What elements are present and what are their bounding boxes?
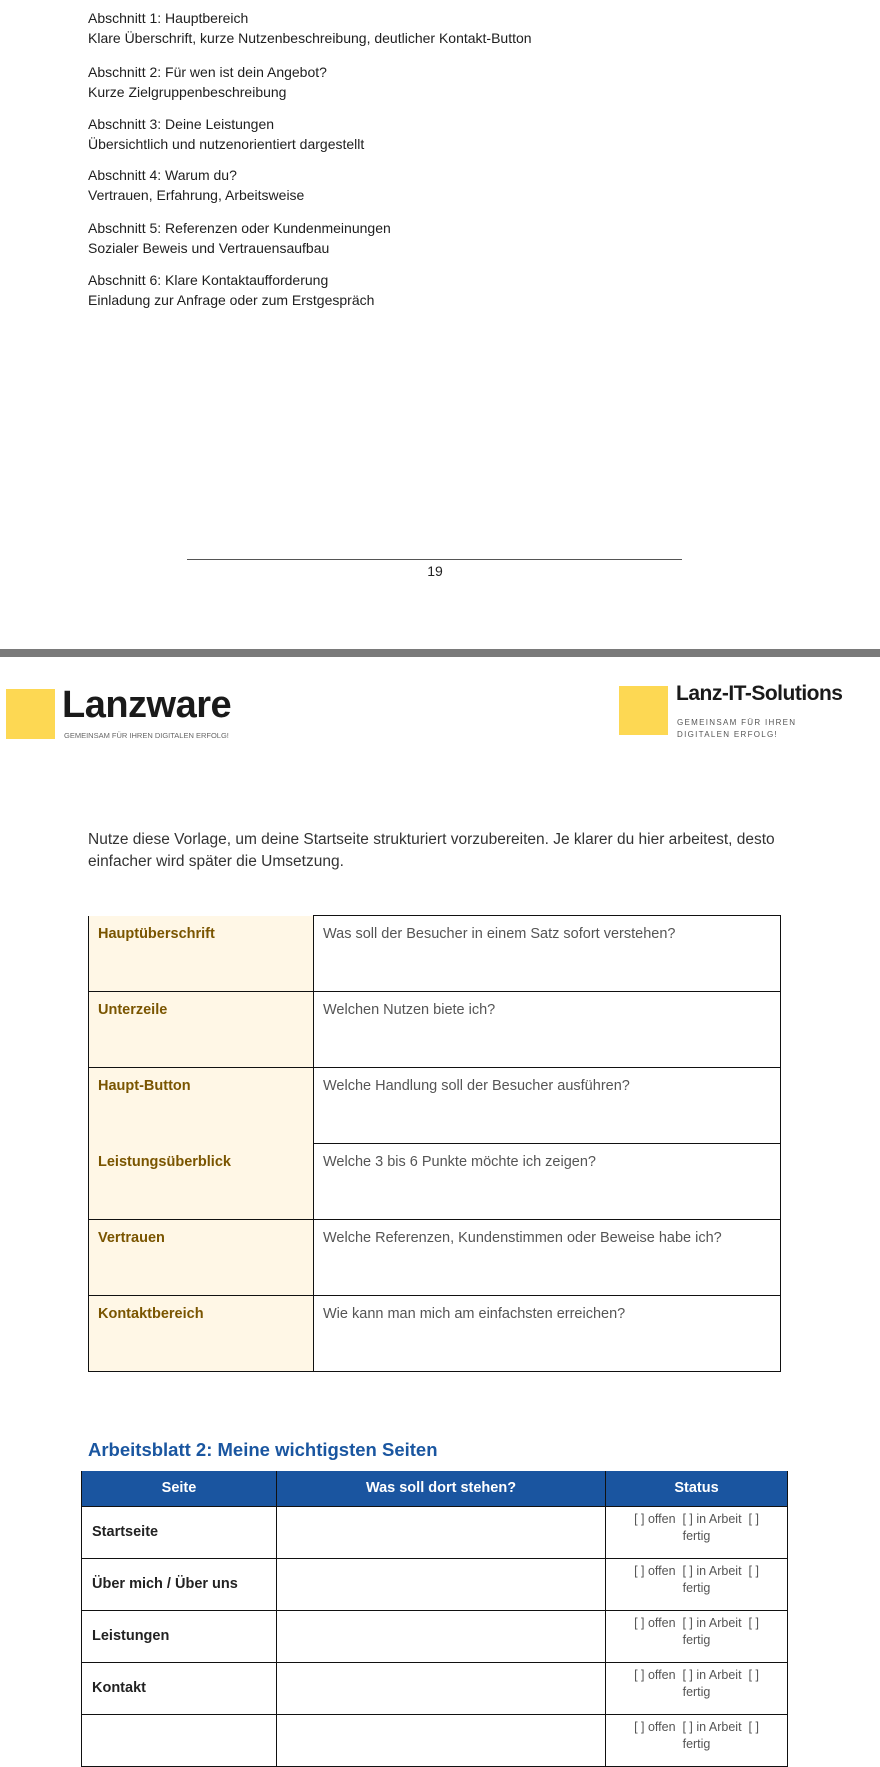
row-question[interactable]: Welche Handlung soll der Besucher ausführen? [314,1068,781,1144]
logo-square-icon [619,686,668,735]
status-option-fertig[interactable]: fertig [682,1528,711,1543]
row-question[interactable]: Was soll der Besucher in einem Satz sofort verstehen? [314,916,781,992]
page-separator [0,649,880,657]
section-description: Übersichtlich und nutzenorientiert dargestellt [88,136,365,152]
page-name: Über mich / Über uns [82,1558,277,1610]
row-question[interactable]: Wie kann man mich am einfachsten erreichen? [314,1296,781,1372]
table-row [82,1610,788,1662]
table-row [82,1558,788,1610]
status-option-fertig[interactable]: fertig [682,1736,711,1751]
worksheet-title: Arbeitsblatt 2: Meine wichtigsten Seiten [88,1439,438,1460]
page-name: Leistungen [82,1610,277,1662]
status-cell[interactable] [606,1506,788,1558]
table-row [82,1506,788,1558]
section-item [88,165,304,205]
status-cell[interactable] [606,1558,788,1610]
section-title: Abschnitt 4: Warum du? [88,167,237,183]
logo-name: Lanz-IT-Solutions [676,682,843,705]
section-description: Sozialer Beweis und Vertrauensaufbau [88,240,330,256]
status-options[interactable]: [ ] offen [ ] in Arbeit [ ] [634,1719,759,1734]
row-question[interactable]: Welche 3 bis 6 Punkte möchte ich zeigen? [314,1144,781,1220]
section-item [88,8,532,48]
status-option-fertig[interactable]: fertig [682,1632,711,1647]
section-item [88,270,374,310]
row-label: Kontaktbereich [89,1296,314,1372]
section-description: Kurze Zielgruppenbeschreibung [88,84,287,100]
pages-worksheet-table [81,1471,788,1767]
section-title: Abschnitt 6: Klare Kontaktaufforderung [88,272,329,288]
status-option-fertig[interactable]: fertig [682,1684,711,1699]
table-row [82,1662,788,1714]
logo-name: Lanzware [62,684,232,726]
status-options[interactable]: [ ] offen [ ] in Arbeit [ ] [634,1667,759,1682]
section-title: Abschnitt 5: Referenzen oder Kundenmeinungen [88,220,391,236]
content-cell[interactable] [277,1662,606,1714]
row-label: Unterzeile [89,992,314,1068]
row-label: Leistungsüberblick [89,1144,314,1220]
section-description: Vertrauen, Erfahrung, Arbeitsweise [88,187,305,203]
startseite-template-table [88,915,781,1372]
content-cell[interactable] [277,1558,606,1610]
content-cell[interactable] [277,1714,606,1766]
logo-tagline: GEMEINSAM FÜR IHREN [677,718,797,727]
logo-tagline: DIGITALEN ERFOLG! [677,730,779,739]
status-cell[interactable] [606,1610,788,1662]
section-description: Klare Überschrift, kurze Nutzenbeschreibung, deutlicher Kontakt-Button [88,30,532,46]
footer-divider [187,559,682,560]
section-item [88,218,391,258]
table-row [89,916,781,992]
row-label: Haupt-Button [89,1068,314,1144]
logo-tagline: GEMEINSAM FÜR IHREN DIGITALEN ERFOLG! [64,731,229,740]
section-item [88,114,364,154]
status-options[interactable]: [ ] offen [ ] in Arbeit [ ] [634,1563,759,1578]
table-row [89,1144,781,1220]
section-title: Abschnitt 1: Hauptbereich [88,10,249,26]
table-row [82,1714,788,1766]
table-row [89,992,781,1068]
status-option-fertig[interactable]: fertig [682,1580,711,1595]
intro-text: Nutze diese Vorlage, um deine Startseite strukturiert vorzubereiten. Je klarer du hier arbeitest, desto einfacher wird später die Umsetzung. [88,831,775,870]
column-header: Was soll dort stehen? [277,1471,606,1506]
page-number: 19 [427,563,443,579]
column-header: Seite [82,1471,277,1506]
section-description: Einladung zur Anfrage oder zum Erstgespräch [88,292,375,308]
section-title: Abschnitt 3: Deine Leistungen [88,116,275,132]
row-question[interactable]: Welchen Nutzen biete ich? [314,992,781,1068]
table-row [89,1220,781,1296]
table-row [89,1296,781,1372]
content-cell[interactable] [277,1506,606,1558]
row-label: Vertrauen [89,1220,314,1296]
table-row [89,1068,781,1144]
status-cell[interactable] [606,1714,788,1766]
status-cell[interactable] [606,1662,788,1714]
page-name: Kontakt [82,1662,277,1714]
section-item [88,62,327,102]
status-options[interactable]: [ ] offen [ ] in Arbeit [ ] [634,1615,759,1630]
column-header: Status [606,1471,788,1506]
status-options[interactable]: [ ] offen [ ] in Arbeit [ ] [634,1511,759,1526]
section-title: Abschnitt 2: Für wen ist dein Angebot? [88,64,327,80]
page-name: Startseite [82,1506,277,1558]
row-question[interactable]: Welche Referenzen, Kundenstimmen oder Beweise habe ich? [314,1220,781,1296]
row-label: Hauptüberschrift [89,916,314,992]
logo-square-icon [6,689,55,739]
page-name [82,1714,277,1766]
content-cell[interactable] [277,1610,606,1662]
